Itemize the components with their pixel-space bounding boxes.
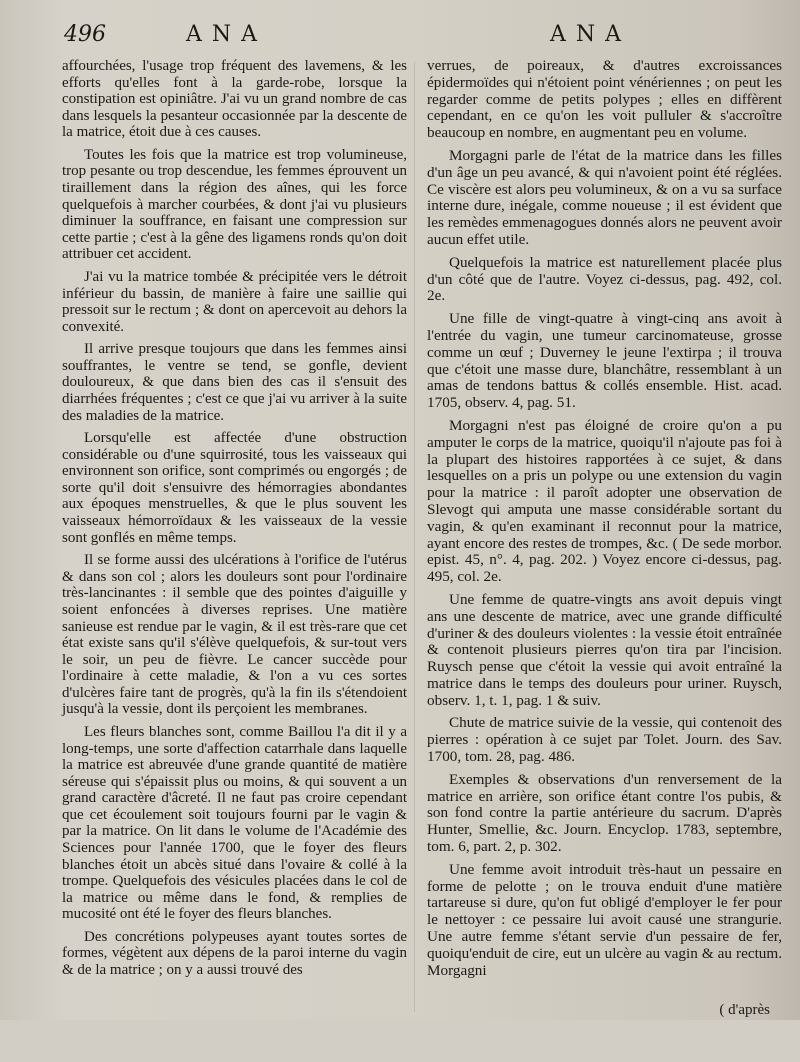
page-number: 496 [64,22,106,47]
page-bottom-margin [0,1020,800,1062]
paragraph: J'ai vu la matrice tombée & précipitée vers le détroit inférieur du bassin, de manière à faire une saillie qui pressoit sur le rectum ; & dont on apercevoit au dehors la convexité. [62,268,407,335]
paragraph: Lorsqu'elle est affectée d'une obstruction considérable ou d'une squirrosité, tous les vaisseaux qui environnent son orifice, sont comprimés ou engorgés ; de sorte qu'il doit s'ensuivre des hémorragies abondantes aux époques menstruelles, & que le plus souvent les vaisseaux hémorroïdaux & les vaisseaux de la vessie sont gonflés en même temps. [62,430,407,546]
column-divider [414,62,415,1012]
running-head-right: ANA [550,22,632,47]
page-header [0,22,800,56]
running-head-left: ANA [186,22,268,47]
paragraph: affourchées, l'usage trop fréquent des lavemens, & les efforts qu'elles font à la garde-robe, lorsque la constipation est opiniâtre. J'ai vu un grand nombre de cas dans lesquels la pesanteur occasionnée par la descente de la matrice, étoit due à ces causes. [62,58,407,141]
paragraph: Quelquefois la matrice est naturellement placée plus d'un côté que de l'autre. Voyez ci-dessus, pag. 492, col. 2e. [427,253,782,305]
right-column [427,58,782,985]
paragraph: Une femme de quatre-vingts ans avoit depuis vingt ans une descente de matrice, avec une grande difficulté d'uriner & des douleurs violentes : la vessie étoit entraînée & contenoit plusieurs pierres qu'on tira par l'incision. Ruysch pense que c'étoit la vessie qui avoit entraîné la matrice dans le temps des douleurs pour uriner. Ruysch, observ. 1, t. 1, pag. 1 & suiv. [427,590,782,709]
catchword: ( d'après [719,1002,770,1018]
paragraph: Chute de matrice suivie de la vessie, qui contenoit des pierres : opération à ce sujet par Tolet. Journ. des Sav. 1700, tom. 28, pag. 486. [427,714,782,766]
paragraph: Exemples & observations d'un renversement de la matrice en arrière, son orifice étant contre l'os pubis, & son fond contre la partie antérieure du sacrum. D'après Hunter, Smellie, &c. Journ. Encyclop. 1783, septembre, tom. 6, part. 2, p. 302. [427,770,782,856]
paragraph: verrues, de poireaux, & d'autres excroissances épidermoïdes qui n'étoient point vénériennes ; on peut les regarder comme de petits polypes ; elles en diffèrent cependant, en ce qu'on les voit pulluler & s'accroître beaucoup en nombre, en augmentant peu en volume. [427,57,782,142]
paragraph: Il se forme aussi des ulcérations à l'orifice de l'utérus & dans son col ; alors les douleurs sont pour l'ordinaire très-lancinantes : il semble que des pointes d'aiguille y soient enfoncées à diverses reprises. Une matière sanieuse est rendue par le vagin, & il est très-rare que cet état existe sans qu'il s'élève quelquefois, & sur-tout vers le soir, un peu de fièvre. Le cancer succède pour l'ordinaire à cette maladie, & l'on a vu ces sortes d'ulcères faire tant de progrès, qu'à la fin ils s'étendoient jusqu'à la vessie, dont ils perçoient les membranes. [62,552,407,718]
paragraph: Toutes les fois que la matrice est trop volumineuse, trop pesante ou trop descendue, les femmes éprouvent un tiraillement dans la région des aînes, qui les force quelquefois à marcher courbées, & dont j'ai vu plusieurs diminuer la souffrance, en faisant une compression sur cette partie ; c'est à la gêne des ligamens ronds qu'on doit attribuer cet accident. [62,146,407,263]
paragraph: Morgagni n'est pas éloigné de croire qu'on a pu amputer le corps de la matrice, quoiqu'il n'ajoute pas foi à la plupart des histoires rapportées à ce sujet, & dans lesquelles on a pris un polype ou une extension du vagin pour la matrice : il paroît adopter une observation de Slevogt qui amputa une masse considérable sortant du vagin, & qu'en examinant il reconnut pour la matrice, ayant encore des restes de trompes, &c. ( De sede morbor. epist. 45, n°. 4, pag. 202. ) Voyez encore ci-dessus, pag. 495, col. 2e. [427,416,782,586]
left-column [62,58,407,985]
paragraph: Une fille de vingt-quatre à vingt-cinq ans avoit à l'entrée du vagin, une tumeur carcinomateuse, grosse comme un œuf ; Duverney le jeune l'extirpa ; il trouva que c'étoit une masse dure, blanchâtre, ressemblant à un amas de tendons battus & collés ensemble. Hist. acad. 1705, observ. 4, pag. 51. [427,310,782,412]
paragraph: Des concrétions polypeuses ayant toutes sortes de formes, végètent aux dépens de la paroi interne du vagin & de la matrice ; on y a aussi trouvé des [62,928,407,979]
paragraph: Morgagni parle de l'état de la matrice dans les filles d'un âge un peu avancé, & qui n'avoient point été réglées. Ce viscère est alors peu volumineux, & on a vu sa surface interne dure, inégale, comme noueuse ; il est évident que les remèdes emmenagogues donnés alors ne peuvent avoir aucun effet utile. [427,146,782,248]
paragraph: Une femme avoit introduit très-haut un pessaire en forme de pelotte ; on le trouva enduit d'une matière tartareuse si dure, qu'on fut obligé d'employer le fer pour le nettoyer : ce pessaire lui avoit causé une strangurie. Une autre femme s'étant servie d'un pessaire de fer, quoiqu'enduit de cire, eut un ulcère au vagin & au rectum. Morgagni [427,860,782,979]
paragraph: Les fleurs blanches sont, comme Baillou l'a dit il y a long-temps, une sorte d'affection catarrhale dans laquelle la matrice est abreuvée d'une grande quantité de matière séreuse qui s'épaissit plus ou moins, & qui souvent a un grand caractère d'âcreté. Il ne faut pas croire cependant que cet écoulement soit toujours fourni par le vagin & par la matrice. On lit dans le volume de l'Académie des Sciences pour l'année 1700, que le foyer des fleurs blanches étoit un abcès situé dans l'ovaire & collé à la trompe. Quelquefois des vésicules placées dans le col de la matrice ou même dans le fond, & remplies de mucosité ont été le foyer des fleurs blanches. [62,723,407,923]
paragraph: Il arrive presque toujours que dans les femmes ainsi souffrantes, le ventre se tend, se gonfle, devient douloureux, & que dans bien des cas il s'ensuit des diarrhées fréquentes ; c'est ce que j'ai vu arriver à la suite des maladies de la matrice. [62,341,407,424]
